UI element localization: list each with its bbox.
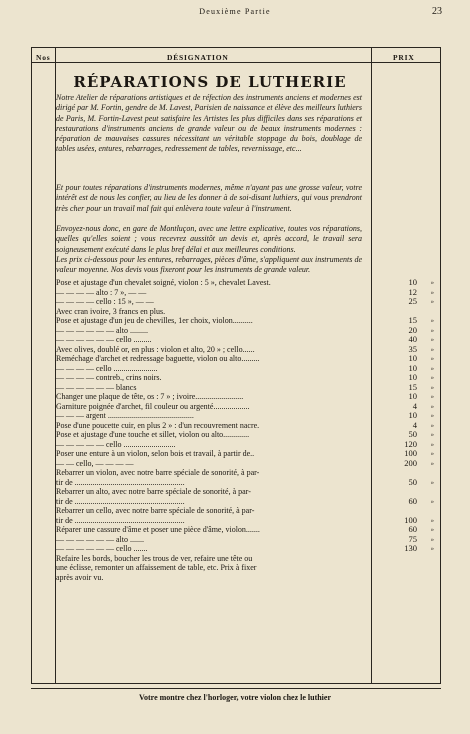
price-list-item: Changer une plaque de tête, os : 7 » ; ivoire........................: [56, 392, 244, 401]
price-unit: »: [430, 279, 434, 286]
price-list-item: — — — argent ...........................................: [56, 411, 194, 420]
price-list-item: Refaire les bords, boucher les trous de ver, refaire une tête ou: [56, 553, 253, 563]
price-list-item: — — — — — — blancs: [56, 382, 137, 392]
price-list-item: Pose d'une poucette cuir, en plus 2 » : d'un recouvrement nacre.: [56, 420, 260, 430]
price-cell: [378, 373, 438, 383]
price-cell: [378, 316, 438, 326]
price-cell: [378, 354, 438, 364]
price-unit: »: [430, 450, 434, 457]
price-cell: [378, 335, 438, 345]
price-value: 4: [412, 419, 417, 430]
price-unit: »: [430, 516, 434, 524]
price-cell: [378, 525, 438, 535]
footer-rule: [31, 688, 441, 689]
price-value: 4: [412, 400, 417, 411]
price-list-item: — — — — cello ......................: [56, 363, 158, 373]
price-unit: »: [430, 355, 434, 362]
price-unit: »: [430, 440, 434, 448]
price-cell: [378, 573, 438, 583]
price-value: 100: [404, 448, 417, 458]
price-cell: [378, 392, 438, 402]
price-unit: »: [430, 336, 434, 343]
price-list-item: Garniture poignée d'archet, fil couleur ou argenté..................: [56, 401, 250, 411]
intro-paragraph-3: Envoyez-nous donc, en gare de Montluçon, avec une lettre explicative, toutes vos réparations, quelles qu'elles soient ; vous recevrez aussitôt un devis et, après accord, le travail sera soigneusement exécuté dans le plus bref délai et aux meilleures conditions.: [56, 224, 362, 254]
price-list-item: Pose et ajustage d'une touche et sillet, violon ou alto.............: [56, 430, 250, 439]
column-header-no: Nos: [36, 53, 51, 62]
price-cell: [378, 307, 438, 317]
price-list-item: une éclisse, remonter un affaissement de table, etc. Prix à fixer: [56, 563, 257, 572]
price-value: 100: [404, 514, 417, 525]
price-value: 60: [408, 524, 417, 534]
price-value: 200: [404, 457, 417, 468]
price-cell: [378, 278, 438, 288]
price-cell: [378, 297, 438, 307]
price-value: 60: [408, 495, 417, 506]
price-value: 10: [408, 277, 417, 287]
footer-slogan: Votre montre chez l'horloger, votre violon chez le luthier: [138, 693, 332, 702]
price-unit: »: [430, 412, 434, 419]
price-list-item: Rebarrer un cello, avec notre barre spéciale de sonorité, à par-: [56, 506, 255, 515]
price-unit: »: [430, 478, 434, 486]
price-unit: »: [430, 393, 434, 400]
price-cell: [378, 459, 438, 469]
price-unit: »: [430, 298, 434, 305]
price-unit: »: [430, 402, 434, 410]
price-unit: »: [430, 497, 434, 505]
price-list-item: tir de .......................................................: [56, 515, 185, 525]
price-value: 10: [408, 353, 417, 363]
price-cell: [378, 497, 438, 507]
price-list-item: tir de .......................................................: [56, 477, 185, 487]
price-cell: [378, 288, 438, 298]
price-value: 20: [408, 324, 417, 335]
price-cell: [378, 383, 438, 393]
price-list-item: — — — — cello : 15 », — —: [56, 297, 154, 306]
header-rule: [32, 62, 440, 63]
price-cell: [378, 411, 438, 421]
price-unit: »: [430, 526, 434, 533]
price-list-item: — — — — — — cello .........: [56, 335, 152, 344]
price-value: 50: [408, 429, 417, 439]
price-list-item: Pose et ajustage d'un chevalet soigné, violon : 5 », chevalet Lavest.: [56, 278, 271, 287]
price-list-item: Rebarrer un alto, avec notre barre spéciale de sonorité, à par-: [56, 487, 251, 496]
price-value: 10: [408, 410, 417, 420]
column-divider: [371, 48, 372, 683]
price-list-item: — — cello, — — — —: [56, 458, 134, 468]
price-value: 10: [408, 362, 417, 373]
price-value: 120: [404, 438, 417, 449]
price-value: 15: [408, 381, 417, 392]
price-cell: [378, 554, 438, 564]
price-column: [378, 278, 438, 582]
price-value: 35: [408, 343, 417, 354]
price-list-item: Reméchage d'archet et redressage baguette, violon ou alto.........: [56, 354, 260, 363]
price-cell: [378, 478, 438, 488]
price-list-item: — — — — contreb., crins noirs.: [56, 373, 162, 382]
price-unit: »: [430, 431, 434, 438]
price-list-item: — — — — — cello ..........................: [56, 439, 176, 449]
price-cell: [378, 326, 438, 336]
intro-paragraph-4: Les prix ci-dessous pour les entures, rebarrages, pièces d'âme, s'appliquent aux instruments de valeur moyenne. Nos devis vous fixeront pour les instruments de grande valeur.: [56, 255, 362, 275]
intro-paragraph-2: Et pour toutes réparations d'instruments modernes, même n'ayant pas une grosse valeur, votre intérêt est de nous les confier, au lieu de les donner à de soi-disant luthiers, qui vous prendront très cher pour un travail mal fait qui enlèvera toute valeur à l'instrument.: [56, 183, 362, 213]
price-list-item: Avec olives, doublé or, en plus : violon et alto, 20 » ; cello......: [56, 344, 255, 354]
price-unit: »: [430, 545, 434, 552]
price-list: [56, 278, 363, 582]
price-value: 25: [408, 296, 417, 306]
price-unit: »: [430, 364, 434, 372]
price-value: 12: [408, 286, 417, 297]
price-cell: [378, 364, 438, 374]
page-number: 23: [432, 6, 442, 17]
price-unit: »: [430, 345, 434, 353]
price-unit: »: [430, 535, 434, 543]
price-value: 50: [408, 476, 417, 487]
price-unit: »: [430, 317, 434, 324]
price-list-item: Réparer une cassure d'âme et poser une pièce d'âme, violon.......: [56, 525, 260, 534]
price-list-item: — — — — — — alto .......: [56, 534, 144, 544]
price-unit: »: [430, 459, 434, 467]
price-unit: »: [430, 383, 434, 391]
price-value: 10: [408, 372, 417, 382]
price-list-item: après avoir vu.: [56, 572, 104, 582]
price-cell: [378, 487, 438, 497]
price-cell: [378, 563, 438, 573]
price-list-item: Poser une enture à un violon, selon bois et travail, à partir de..: [56, 449, 255, 458]
column-header-designation: DÉSIGNATION: [167, 53, 229, 62]
column-header-price: PRIX: [393, 53, 415, 62]
price-list-item: Rebarrer un violon, avec notre barre spéciale de sonorité, à par-: [56, 468, 260, 477]
price-list-item: — — — — — — cello .......: [56, 544, 148, 553]
price-value: 40: [408, 334, 417, 344]
price-unit: »: [430, 421, 434, 429]
price-list-item: Pose et ajustage d'un jeu de chevilles, 1er choix, violon..........: [56, 316, 253, 325]
price-value: 130: [404, 543, 417, 553]
price-unit: »: [430, 288, 434, 296]
price-list-item: — — — — — — alto .........: [56, 325, 148, 335]
price-list-item: tir de .......................................................: [56, 496, 185, 506]
price-value: 75: [408, 533, 417, 544]
intro-paragraph-1: Notre Atelier de réparations artistiques et de réfection des instruments anciens et modernes est dirigé par M. Fortin, gendre de M. Lavest, Parisien de naissance et élève des meilleurs luthiers de Paris, M. Fortin-Lavest peut satisfaire les Artistes les plus difficiles dans ses réparations et restaurations d'instruments anciens de grande valeur ou de beaux instruments modernes : réparation de mauvaises cassures nécessitant un véritable stoppage du bois, doublage de tables usées, entures, rebarrages, redressement de tables, revernissage, etc...: [56, 93, 362, 154]
price-list-item: Avec cran ivoire, 3 francs en plus.: [56, 306, 166, 316]
price-cell: [378, 516, 438, 526]
price-cell: [378, 421, 438, 431]
price-cell: [378, 544, 438, 554]
price-value: 15: [408, 315, 417, 325]
price-cell: [378, 468, 438, 478]
price-list-item: — — — — alto : 7 », — —: [56, 287, 147, 297]
price-unit: »: [430, 374, 434, 381]
price-cell: [378, 402, 438, 412]
price-value: 10: [408, 391, 417, 401]
section-heading: RÉPARATIONS DE LUTHERIE: [73, 73, 347, 91]
price-cell: [378, 345, 438, 355]
price-unit: »: [430, 326, 434, 334]
section-header: Deuxième Partie: [199, 7, 271, 16]
